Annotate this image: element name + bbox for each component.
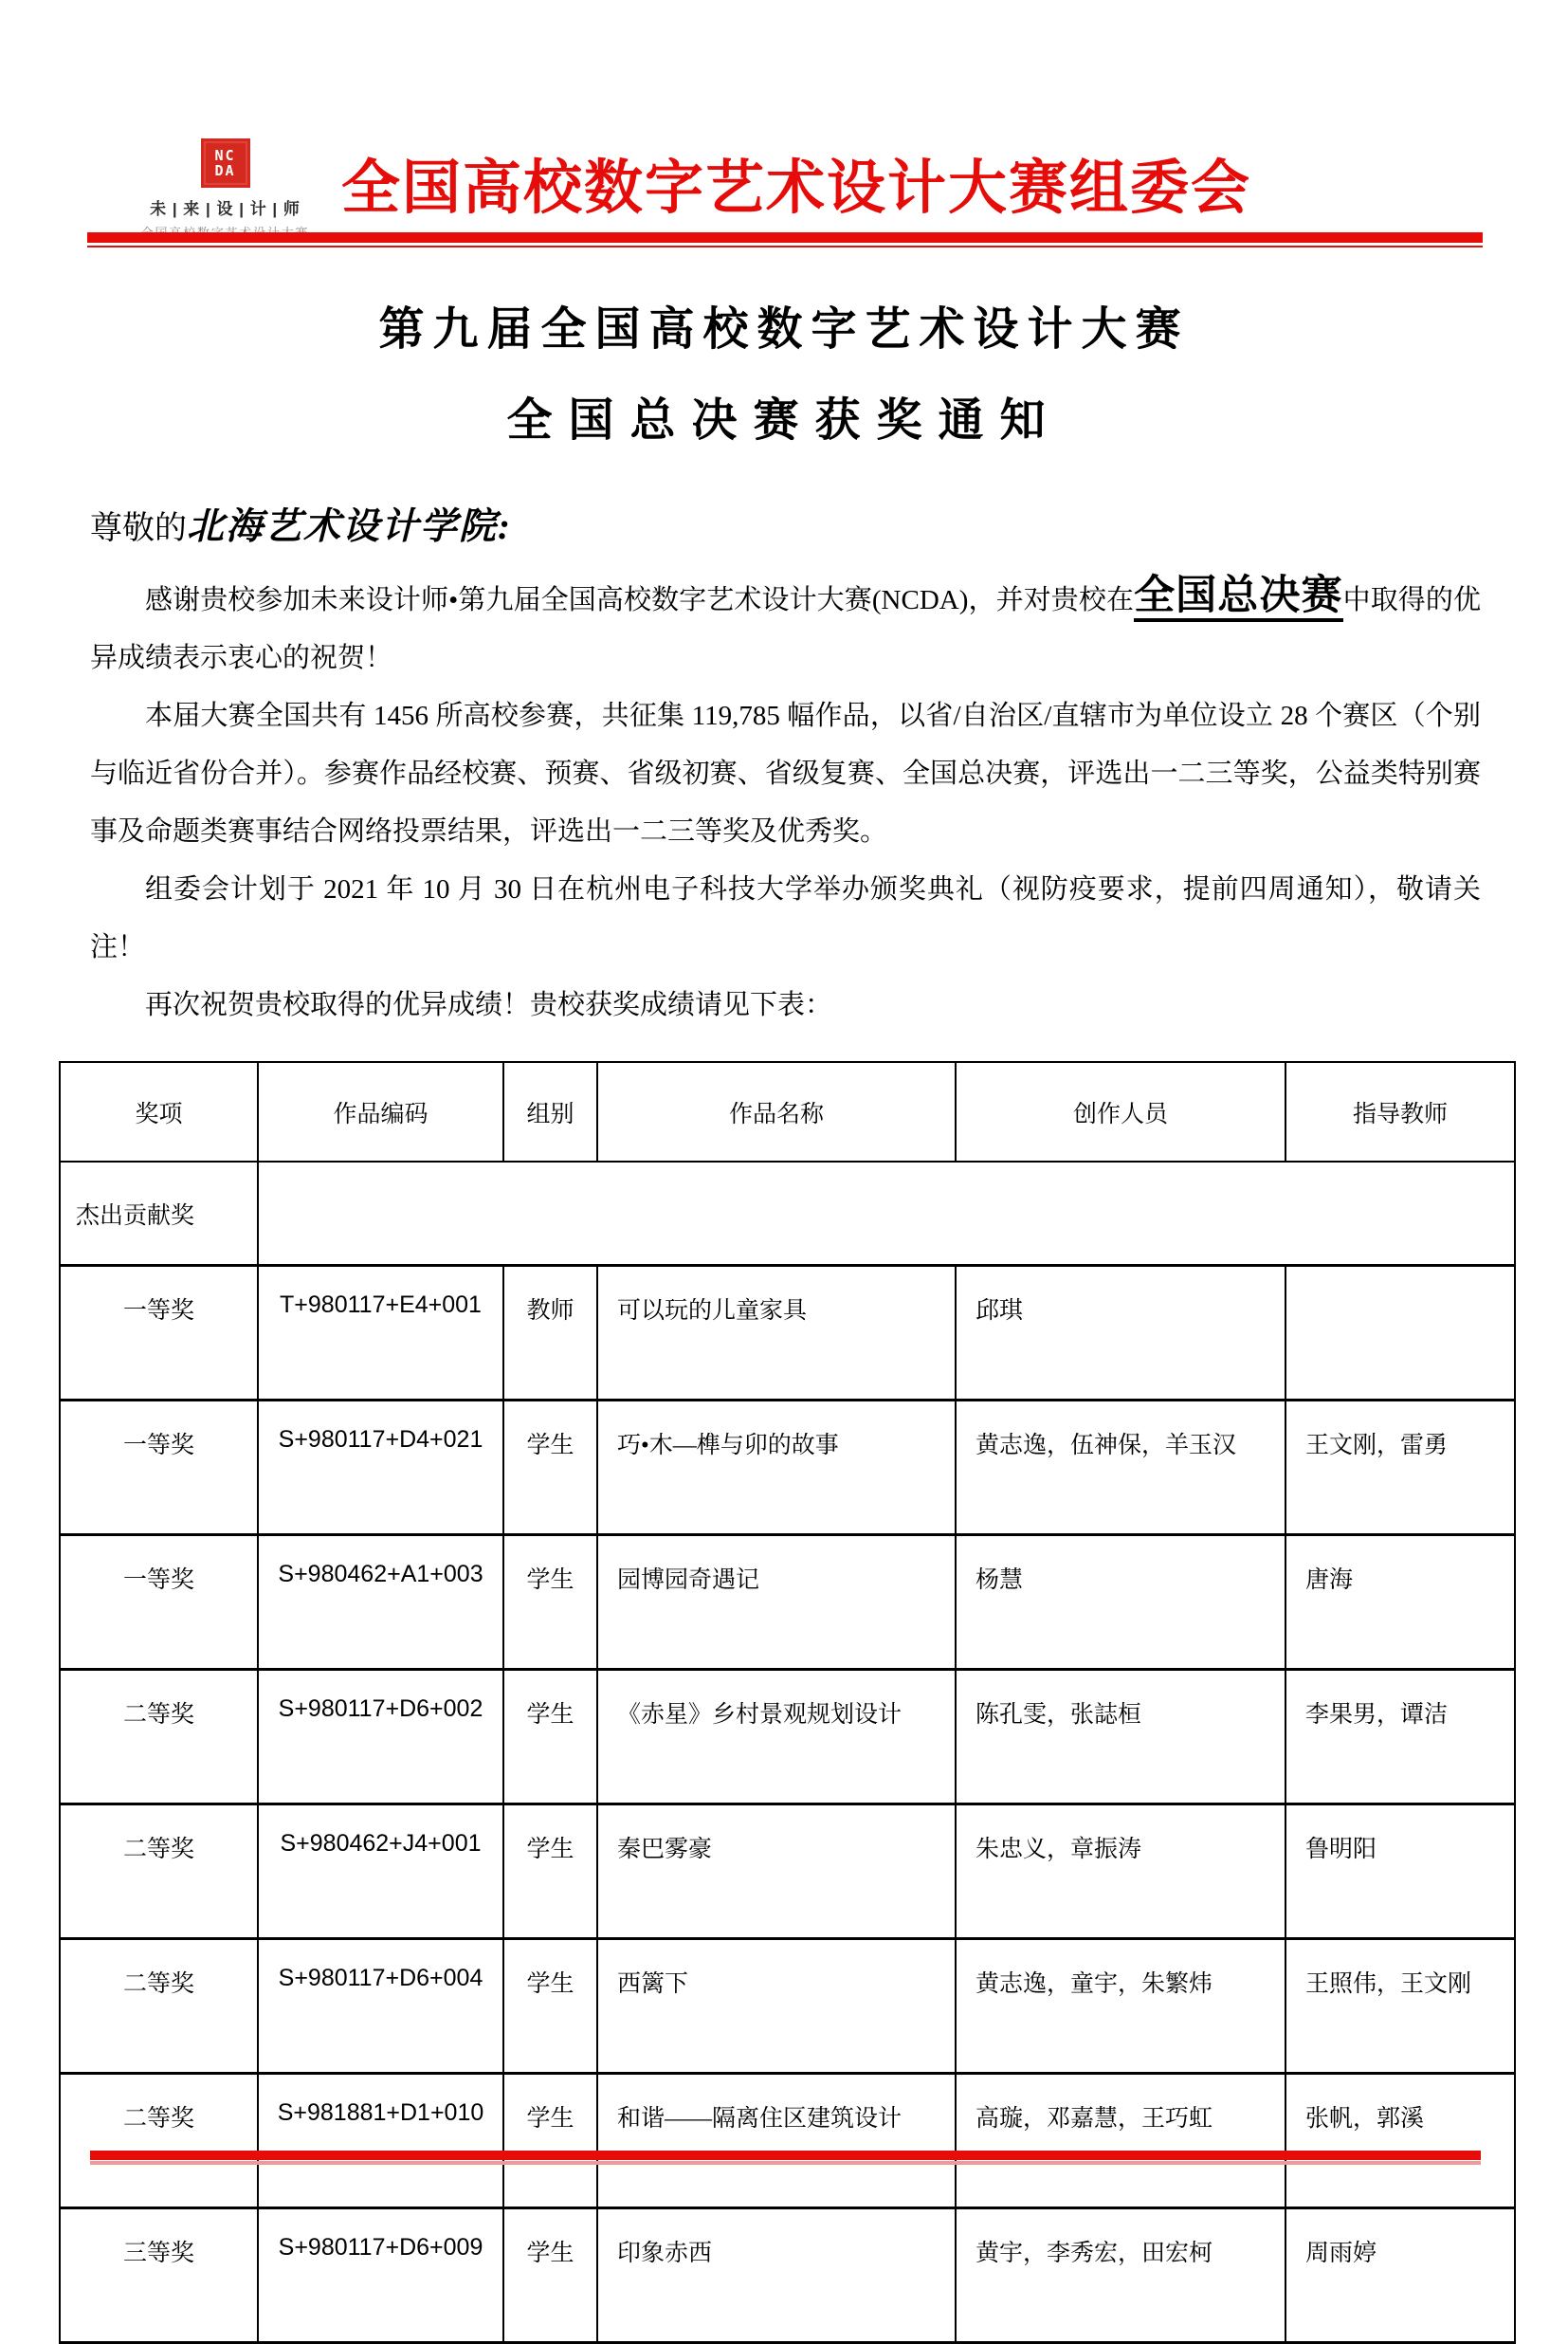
cell-group: 学生 <box>503 1535 597 1670</box>
cell-creators: 陈孔雯，张誌桓 <box>956 1670 1285 1804</box>
cell-title: 秦巴雾豪 <box>597 1804 956 1939</box>
footer-rule-thin-line <box>90 2161 1481 2165</box>
section-row-empty-cell <box>258 1162 1515 1266</box>
table-row <box>60 2208 1515 2343</box>
cell-award: 二等奖 <box>60 2074 258 2208</box>
letter-body <box>76 503 1481 2344</box>
cell-creators: 黄志逸，伍神保，羊玉汉 <box>956 1401 1285 1535</box>
table-row <box>60 1401 1515 1535</box>
ncda-logo-block <box>133 138 318 241</box>
document-title-line2: 全国总决赛获奖通知 <box>506 395 1062 446</box>
paragraph-thanks <box>90 567 1481 687</box>
cell-creators: 邱琪 <box>956 1266 1285 1401</box>
paragraph-thanks-text: 感谢贵校参加未来设计师•第九届全国高校数字艺术设计大赛(NCDA)，并对贵校在 <box>145 585 1135 615</box>
cell-code: S+980117+D4+021 <box>258 1401 503 1535</box>
document-title <box>0 284 1568 467</box>
cell-teachers: 周雨婷 <box>1285 2208 1515 2343</box>
cell-code: S+980462+J4+001 <box>258 1804 503 1939</box>
cell-teachers: 鲁明阳 <box>1285 1804 1515 1939</box>
cell-title: 西篱下 <box>597 1939 956 2074</box>
grand-final-highlight: 全国总决赛 <box>1134 573 1343 622</box>
ncda-logo-monogram-bottom: DA <box>214 162 236 179</box>
cell-title: 《赤星》乡村景观规划设计 <box>597 1670 956 1804</box>
cell-creators: 高璇，邓嘉慧，王巧虹 <box>956 2074 1285 2208</box>
cell-group: 教师 <box>503 1266 597 1401</box>
paragraph-ceremony: 组委会计划于 2021 年 10 月 30 日在杭州电子科技大学举办颁奖典礼（视防疫要求，提前四周通知），敬请关注！ <box>90 874 1481 962</box>
table-row <box>60 2074 1515 2208</box>
cell-code: S+980117+D6+004 <box>258 1939 503 2074</box>
school-name: 北海艺术设计学院: <box>187 506 512 547</box>
cell-creators: 黄志逸，童宇，朱繁炜 <box>956 1939 1285 2074</box>
paragraph-thanks-text-after: 中取得的优异成绩表示衷心的祝贺！ <box>90 585 1481 673</box>
column-header-creators: 创作人员 <box>956 1062 1285 1162</box>
cell-award: 一等奖 <box>60 1401 258 1535</box>
cell-title: 可以玩的儿童家具 <box>597 1266 956 1401</box>
cell-code: S+980117+D6+009 <box>258 2208 503 2343</box>
paragraph-statistics: 本届大赛全国共有 1456 所高校参赛，共征集 119,785 幅作品，以省/自治区/直辖市为单位设立 28 个赛区（个别与临近省份合并）。参赛作品经校赛、预赛、省级初赛、省级复赛、全国总决赛，评选出一二三等奖，公益类特别赛事及命题类赛事结合网络投票结果，评选出一二三等奖及优秀奖。 <box>90 701 1481 847</box>
column-header-group: 组别 <box>503 1062 597 1162</box>
cell-award: 二等奖 <box>60 1804 258 1939</box>
organization-title: 全国高校数字艺术设计大赛组委会 <box>340 156 1251 221</box>
table-header-row <box>60 1062 1515 1162</box>
footer-rule-thick-line <box>90 2151 1481 2160</box>
cell-award: 二等奖 <box>60 1670 258 1804</box>
column-header-code: 作品编码 <box>258 1062 503 1162</box>
header-rule-thick-line <box>87 232 1483 243</box>
footer-rule <box>90 2151 1481 2165</box>
cell-group: 学生 <box>503 1401 597 1535</box>
cell-creators: 黄宇，李秀宏，田宏柯 <box>956 2208 1285 2343</box>
cell-title: 巧•木—榫与卯的故事 <box>597 1401 956 1535</box>
ncda-logo-icon <box>201 138 250 188</box>
salutation-prefix: 尊敬的 <box>90 511 187 546</box>
cell-code: S+980462+A1+003 <box>258 1535 503 1670</box>
cell-group: 学生 <box>503 1939 597 2074</box>
cell-teachers: 王文刚，雷勇 <box>1285 1401 1515 1535</box>
cell-code: T+980117+E4+001 <box>258 1266 503 1401</box>
column-header-title: 作品名称 <box>597 1062 956 1162</box>
document-title-line1: 第九届全国高校数字艺术设计大赛 <box>378 304 1190 355</box>
table-row <box>60 1266 1515 1401</box>
cell-award: 一等奖 <box>60 1266 258 1401</box>
cell-award: 三等奖 <box>60 2208 258 2343</box>
cell-code: S+980117+D6+002 <box>258 1670 503 1804</box>
cell-title: 园博园奇遇记 <box>597 1535 956 1670</box>
header-rule <box>87 232 1483 247</box>
table-row <box>60 1939 1515 2074</box>
cell-creators: 朱忠义，章振涛 <box>956 1804 1285 1939</box>
cell-code: S+981881+D1+010 <box>258 2074 503 2208</box>
column-header-award: 奖项 <box>60 1062 258 1162</box>
cell-group: 学生 <box>503 2074 597 2208</box>
header-rule-thin-line <box>87 246 1483 247</box>
section-label: 杰出贡献奖 <box>60 1162 258 1266</box>
cell-award: 二等奖 <box>60 1939 258 2074</box>
section-row-outstanding-contribution <box>60 1162 1515 1266</box>
column-header-teachers: 指导教师 <box>1285 1062 1515 1162</box>
paragraph-congrats: 再次祝贺贵校取得的优异成绩！贵校获奖成绩请见下表： <box>145 990 833 1020</box>
cell-group: 学生 <box>503 1670 597 1804</box>
brand-name: 未 | 来 | 设 | 计 | 师 <box>150 200 301 218</box>
table-row <box>60 1804 1515 1939</box>
cell-award: 一等奖 <box>60 1535 258 1670</box>
cell-teachers: 张帆，郭溪 <box>1285 2074 1515 2208</box>
cell-creators: 杨慧 <box>956 1535 1285 1670</box>
cell-teachers: 李果男，谭洁 <box>1285 1670 1515 1804</box>
cell-teachers: 王照伟，王文刚 <box>1285 1939 1515 2074</box>
cell-teachers: 唐海 <box>1285 1535 1515 1670</box>
cell-title: 和谐——隔离住区建筑设计 <box>597 2074 956 2208</box>
cell-title: 印象赤西 <box>597 2208 956 2343</box>
cell-teachers <box>1285 1266 1515 1401</box>
table-row <box>60 1535 1515 1670</box>
salutation <box>90 503 1481 554</box>
table-row <box>60 1670 1515 1804</box>
cell-group: 学生 <box>503 1804 597 1939</box>
cell-group: 学生 <box>503 2208 597 2343</box>
ncda-logo-monogram-top: NC <box>214 147 236 164</box>
